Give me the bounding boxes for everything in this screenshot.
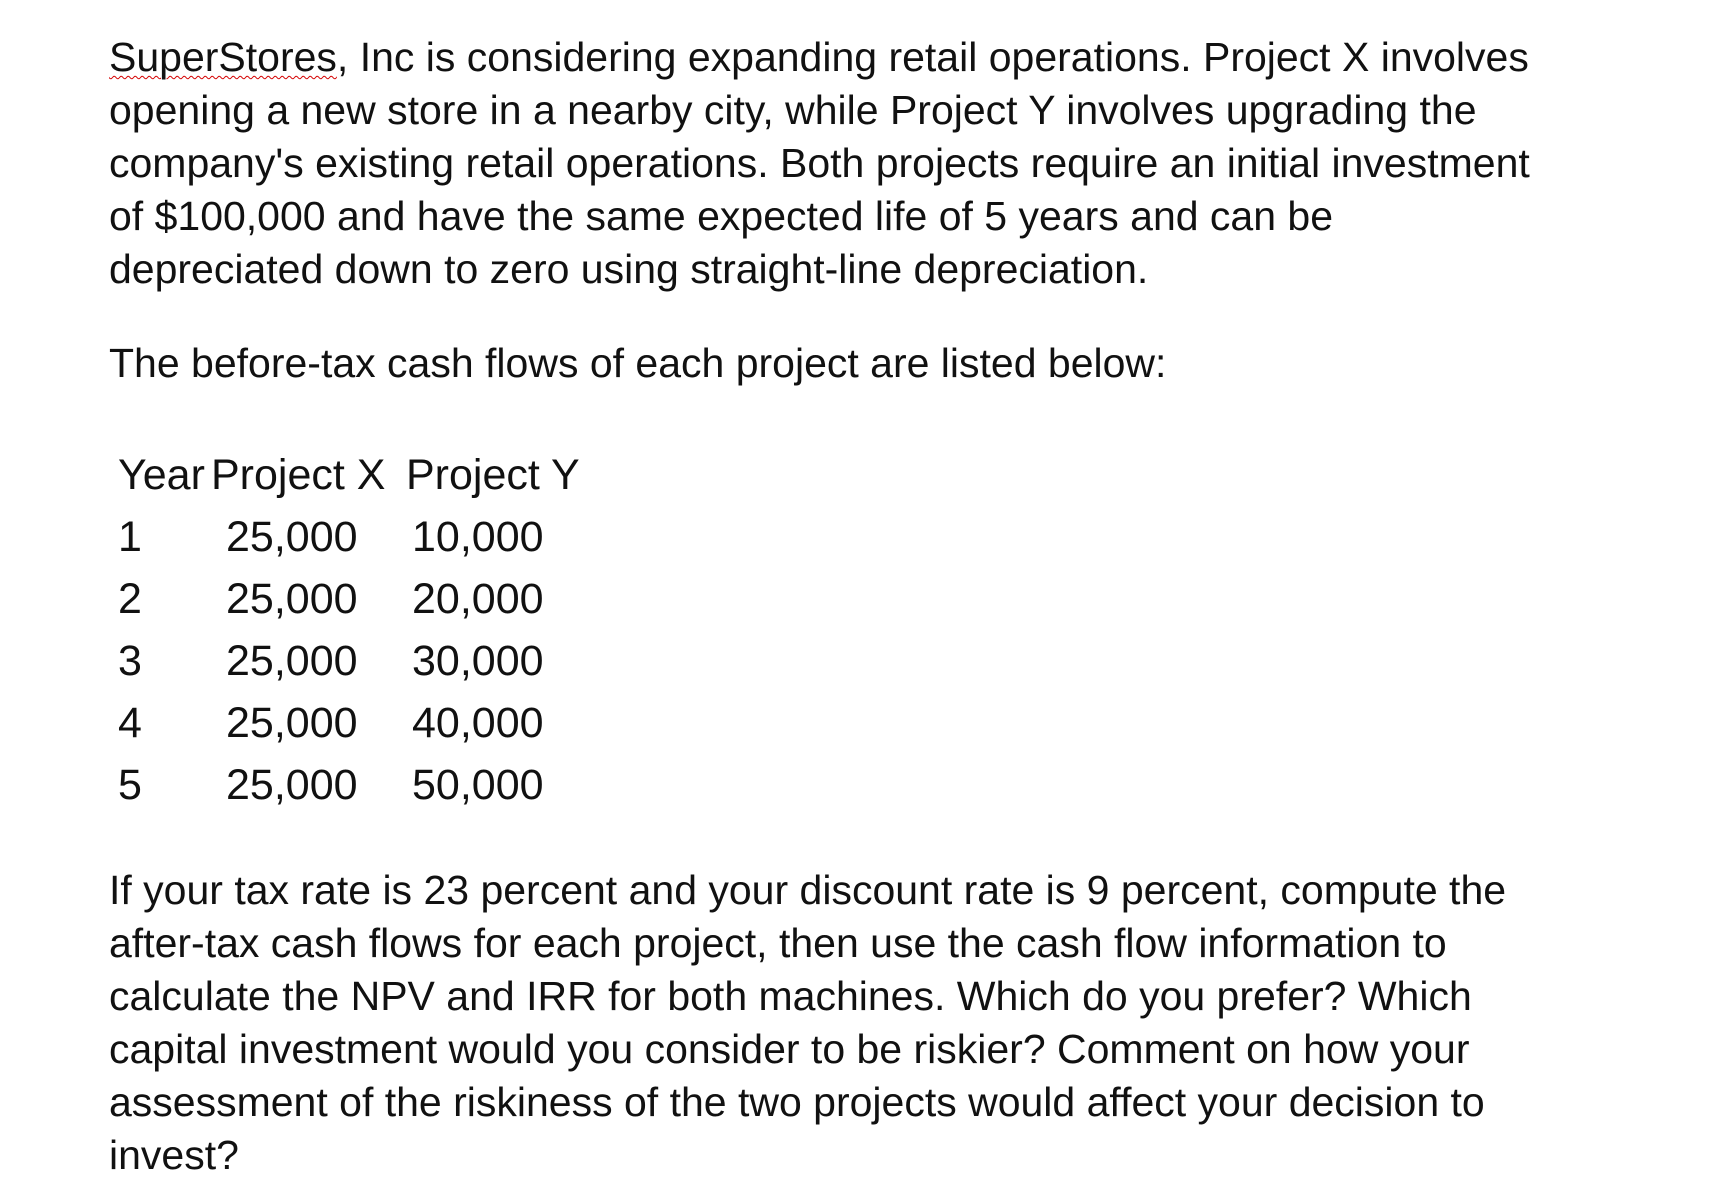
cell-project-x: 25,000 xyxy=(226,636,358,685)
table-row xyxy=(109,692,580,754)
intro-line: of $100,000 and have the same expected life of 5 years and can be xyxy=(109,193,1334,239)
header-project-y: Project Y xyxy=(406,450,580,499)
cell-year: 3 xyxy=(118,636,142,685)
question-paragraph xyxy=(109,864,1506,1182)
intro-paragraph xyxy=(109,31,1530,296)
question-line: calculate the NPV and IRR for both machines. Which do you prefer? Which xyxy=(109,973,1472,1019)
header-project-x: Project X xyxy=(211,450,386,499)
cell-year: 4 xyxy=(118,698,142,747)
question-line: assessment of the riskiness of the two projects would affect your decision to xyxy=(109,1079,1485,1125)
intro-line-text: , Inc is considering expanding retail operations. Project X involves xyxy=(336,34,1529,80)
cell-project-x: 25,000 xyxy=(226,760,358,809)
intro-line: depreciated down to zero using straight-line depreciation. xyxy=(109,246,1149,292)
question-line: If your tax rate is 23 percent and your discount rate is 9 percent, compute the xyxy=(109,867,1507,913)
table-row xyxy=(109,568,580,630)
cell-project-y: 20,000 xyxy=(412,574,544,623)
question-line: after-tax cash flows for each project, then use the cash flow information to xyxy=(109,920,1447,966)
cell-year: 5 xyxy=(118,760,142,809)
cell-project-y: 50,000 xyxy=(412,760,544,809)
intro-line: company's existing retail operations. Both projects require an initial investment xyxy=(109,140,1530,186)
cell-project-x: 25,000 xyxy=(226,698,358,747)
cell-project-x: 25,000 xyxy=(226,512,358,561)
table-header-row xyxy=(109,444,580,506)
cell-year: 1 xyxy=(118,512,142,561)
question-line: capital investment would you consider to be riskier? Comment on how your xyxy=(109,1026,1470,1072)
intro-line xyxy=(109,31,1530,84)
table-row xyxy=(109,754,580,816)
cash-flow-lead-text: The before-tax cash flows of each project are listed below: xyxy=(109,340,1167,386)
question-line: invest? xyxy=(109,1132,239,1178)
cell-project-y: 30,000 xyxy=(412,636,544,685)
cell-project-y: 40,000 xyxy=(412,698,544,747)
intro-line: opening a new store in a nearby city, while Project Y involves upgrading the xyxy=(109,87,1477,133)
cell-project-y: 10,000 xyxy=(412,512,544,561)
spellcheck-flagged-word[interactable]: SuperStores xyxy=(109,34,337,80)
cell-project-x: 25,000 xyxy=(226,574,358,623)
cell-year: 2 xyxy=(118,574,142,623)
cash-flow-table xyxy=(109,444,580,816)
header-year: Year xyxy=(118,450,205,499)
table-row xyxy=(109,506,580,568)
table-row xyxy=(109,630,580,692)
